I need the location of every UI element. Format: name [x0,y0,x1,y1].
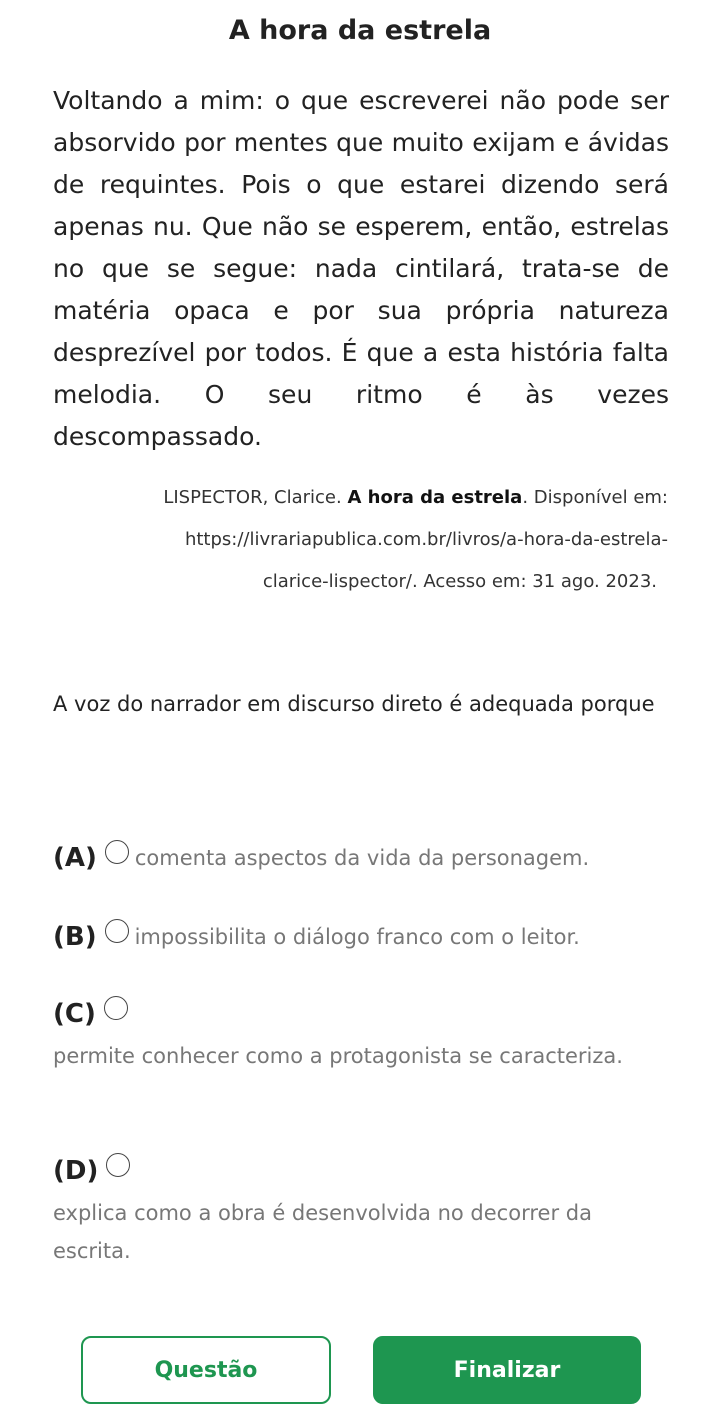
option-letter: (D) [53,1156,99,1186]
citation-author: LISPECTOR, Clarice. [163,487,348,508]
citation-url: https://livrariapublica.com.br/livros/a-hora-da-estrela- [184,529,668,550]
page-title: A hora da estrela [228,15,492,46]
option-text[interactable]: explica como a obra é desenvolvida no decorrer da escrita. [53,1201,592,1263]
option-d[interactable] [53,1151,669,1270]
option-letter: (A) [53,843,97,873]
option-a[interactable] [53,838,669,877]
option-text[interactable]: comenta aspectos da vida da personagem. [134,846,590,870]
option-letter: (C) [53,999,96,1029]
option-text[interactable]: impossibilita o diálogo franco com o leitor. [134,925,580,949]
option-text[interactable]: permite conhecer como a protagonista se caracteriza. [53,1044,623,1068]
citation [68,477,668,603]
finalizar-button[interactable]: Finalizar [373,1336,641,1404]
radio-circle-icon[interactable] [105,840,129,864]
radio-circle-icon[interactable] [104,996,128,1020]
radio-circle-icon[interactable] [105,919,129,943]
option-letter: (B) [53,922,97,952]
citation-work: A hora da estrela [347,487,523,508]
option-b[interactable] [53,917,669,956]
citation-access: clarice-lispector/. Acesso em: 31 ago. 2023. [262,571,657,592]
citation-available: . Disponível em: [522,487,668,508]
radio-circle-icon[interactable] [106,1153,130,1177]
citation-line-1 [68,477,668,519]
questao-button[interactable]: Questão [81,1336,331,1404]
passage-text: Voltando a mim: o que escreverei não pode ser absorvido por mentes que muito exijam e ávidas de requintes. Pois o que estarei dizendo será apenas nu. Que não se esperem, então, estrelas no que se segue: nada cintilará, trata-se de matéria opaca e por sua própria natureza desprezível por todos. É que a esta história falta melodia. O seu ritmo é às vezes descompassado. [53,86,669,451]
option-c[interactable] [53,994,669,1075]
question-prompt: A voz do narrador em discurso direto é adequada porque [53,692,655,716]
